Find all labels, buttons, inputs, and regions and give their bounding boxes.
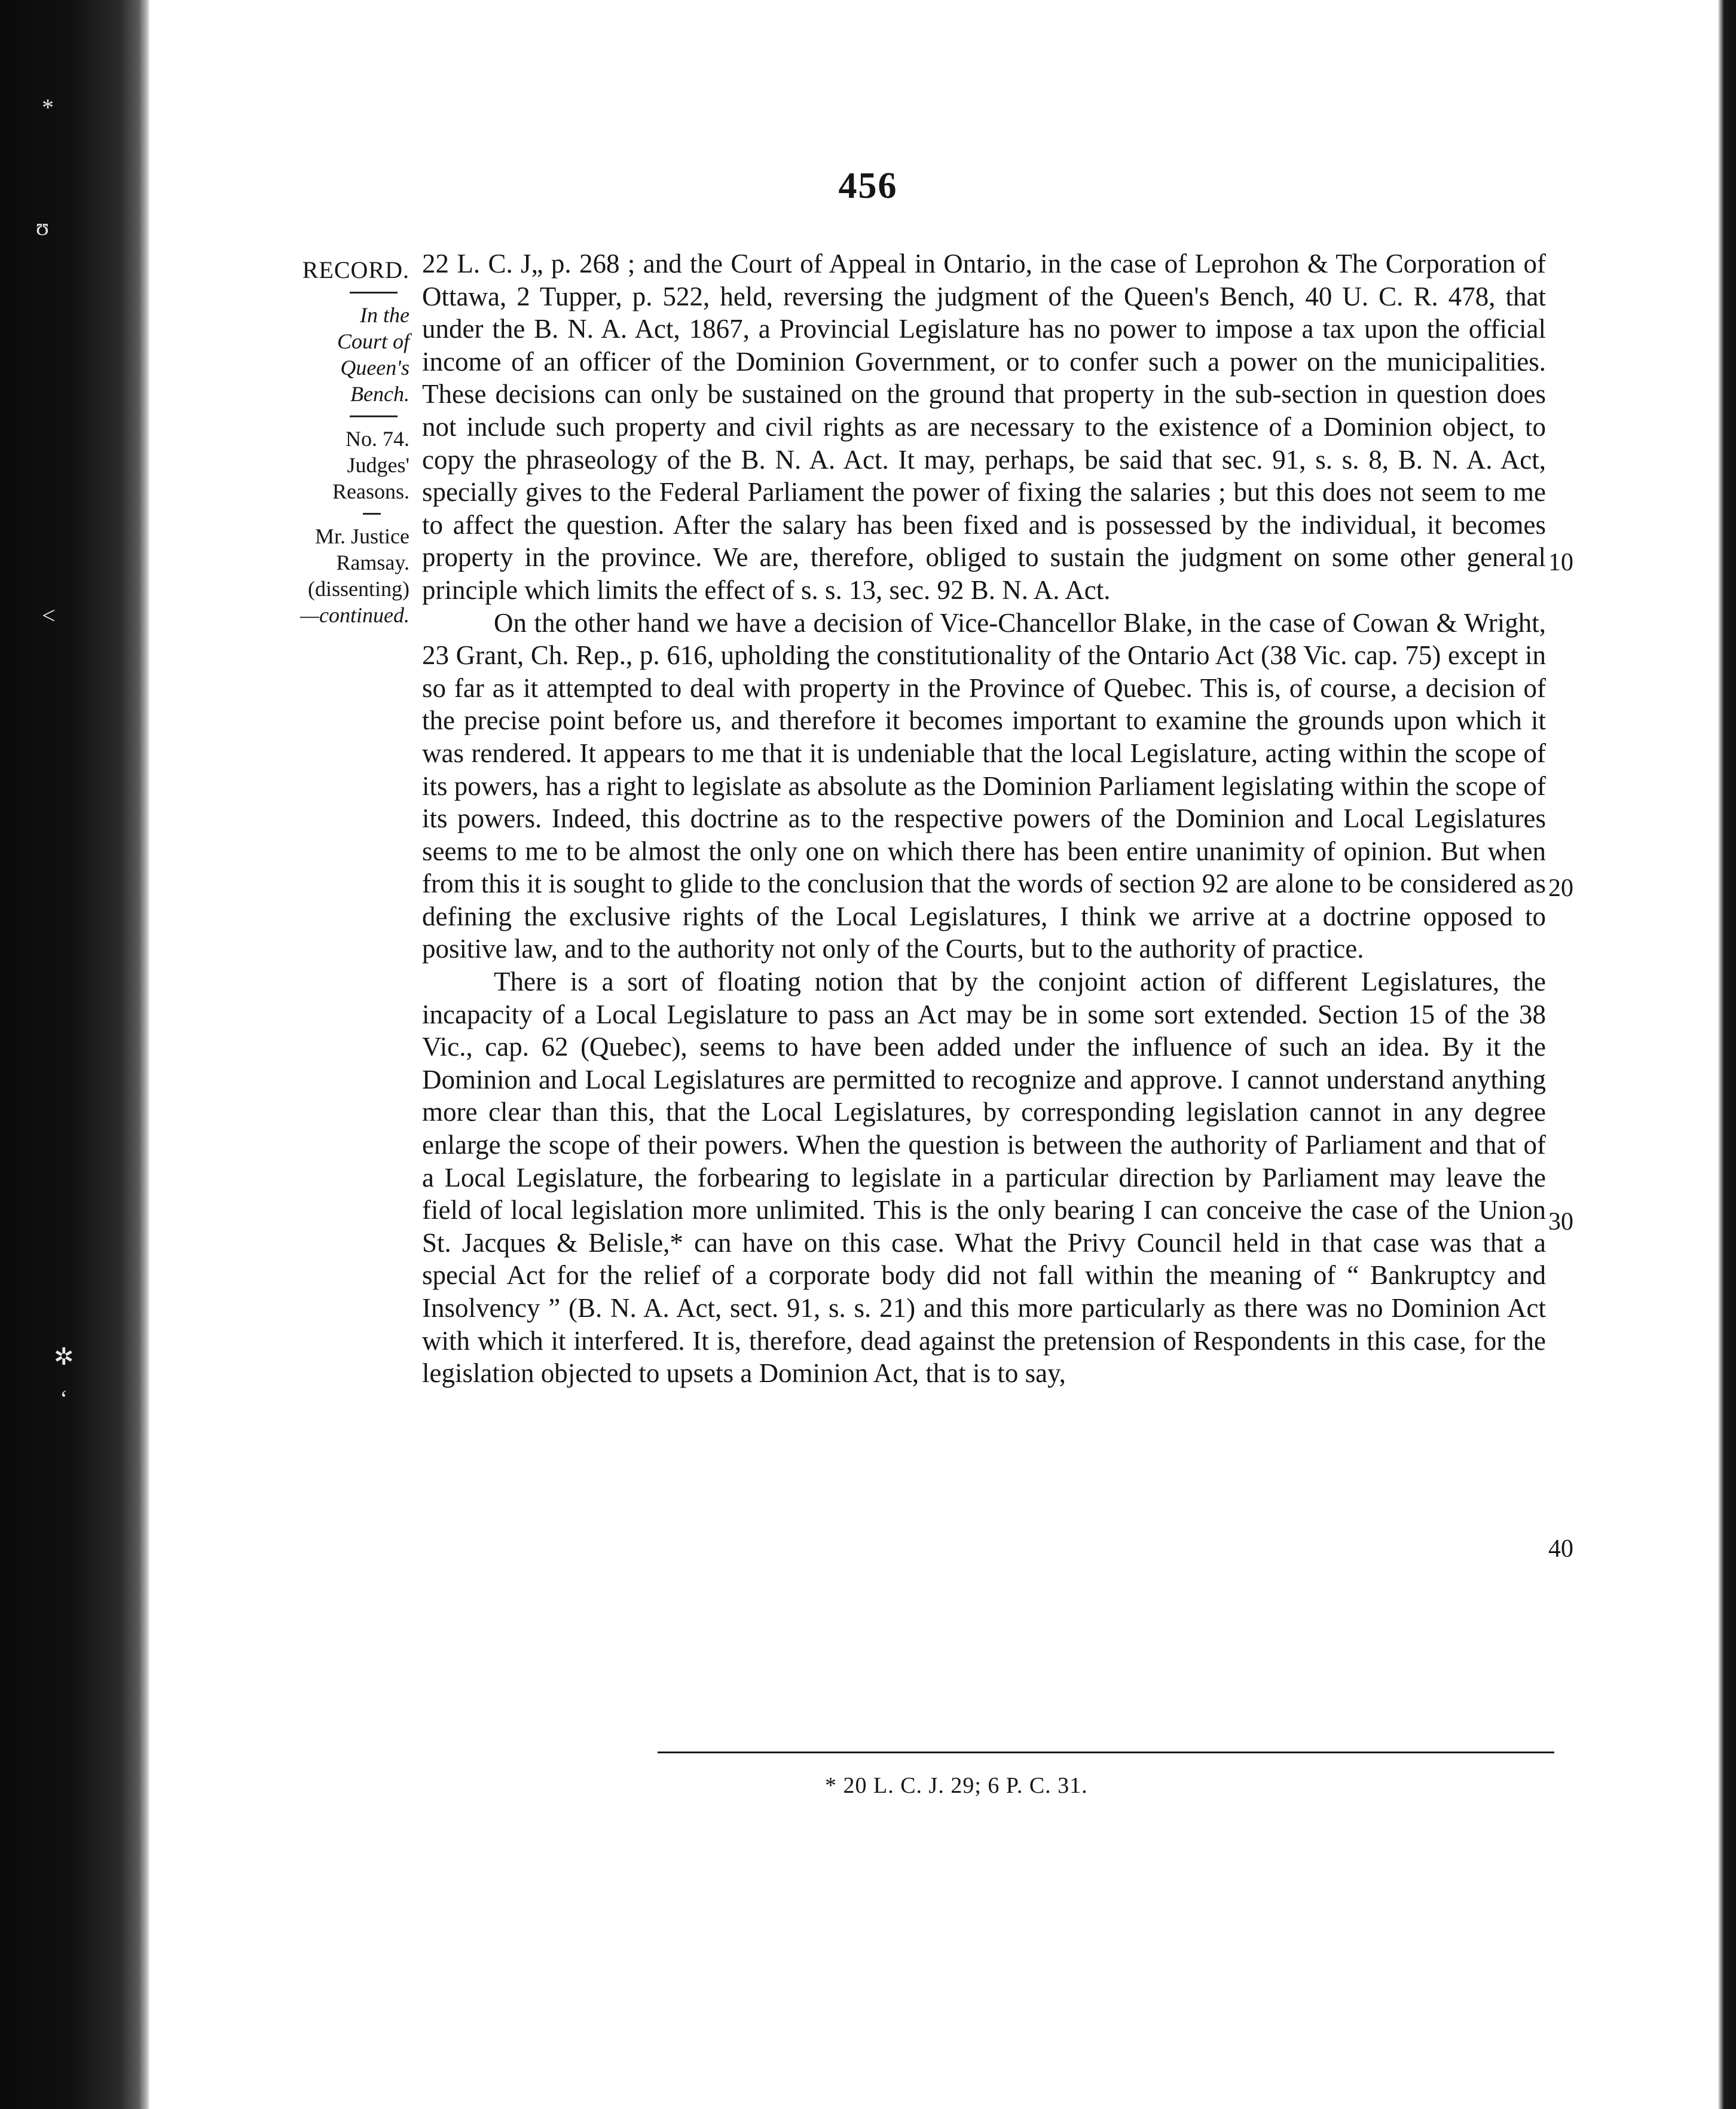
main-text [422,247,1546,1390]
sidenote-court-line: Queen's [340,356,409,380]
sidenote-judge-line: (dissenting) [308,577,409,601]
binding-speck: ʊ [36,213,49,240]
book-binding-edge [0,0,149,2109]
line-number: 30 [1548,1208,1573,1236]
sidenote-rule [363,513,381,515]
page-number: 456 [838,166,898,206]
sidenote-rule [350,292,398,294]
sidenote-court-line: Bench. [350,382,409,406]
binding-speck: < [42,602,56,629]
paragraph: There is a sort of floating notion that by the conjoint action of different Legislatures, the incapacity of a Local Legislature to pass an Act may be in some sort extended. Section 15 of the 38 Vic., cap. 62 (Quebec), seems to have been added under the influence of such an idea. By it the Dominion and Local Legislatures are permitted to recognize and approve. I cannot understand anything more clear than this, that the Local Legislatures, by corresponding legislation cannot in any degree enlarge the scope of their powers. When the question is between the authority of Parliament and that of a Local Legislature, the forbearing to legislate in a particular direction by Parliament may leave the field of local legislation more unlimited. This is the only bearing I can conceive the case of the Union St. Jacques & Belisle,* can have on this case. What the Privy Council held in that case was that a special Act for the relief of a corporate body did not fall within the meaning of “ Bankruptcy and Insolvency ” (B. N. A. Act, sect. 91, s. s. 21) and this more particularly as there was no Dominion Act with which it interfered. It is, therefore, dead against the pretension of Respondents in this case, for the legislation objected to upsets a Dominion Act, that is to say, [422,967,1546,1389]
footnote-rule [658,1752,1554,1753]
sidenote-judge-line: Mr. Justice [315,524,409,548]
binding-speck: ʻ [60,1385,68,1412]
line-number: 10 [1548,549,1573,576]
binding-speck: * [42,94,54,121]
paragraph: On the other hand we have a decision of Vice-Chancellor Blake, in the case of Cowan & Wright, 23 Grant, Ch. Rep., p. 616, upholding the constitutionality of the Ontario Act (38 Vic. cap. 75) except in so far as it attempted to deal with property in the Province of Quebec. This is, of course, a decision of the precise point before us, and therefore it becomes important to examine the grounds upon which it was rendered. It appears to me that it is undeniable that the local Legislature, acting within the scope of its powers, has a right to legislate as absolute as the Dominion Parliament legislating within the scope of its powers. Indeed, this doctrine as to the respective powers of the Dominion and Local Legislatures seems to me to be almost the only one on which there has been entire unanimity of opinion. But when from this it is sought to glide to the conclusion that the words of section 92 are alone to be considered as defining the exclusive rights of the Local Legislatures, I think we arrive at a doctrine opposed to positive law, and to the authority not only of the Courts, but to the authority of practice. [422,607,1546,964]
line-number: 20 [1548,875,1573,902]
sidenote-court-line: Court of [337,329,409,353]
line-number: 40 [1548,1535,1573,1563]
margin-sidenote [263,257,409,628]
paragraph: 22 L. C. J„ p. 268 ; and the Court of Appeal in Ontario, in the case of Leprohon & The Corporation of Ottawa, 2 Tupper, p. 522, held, reversing the judgment of the Queen's Bench, 40 U. C. R. 478, that under the B. N. A. Act, 1867, a Provincial Legislature has no power to impose a tax upon the official income of an officer of the Dominion Government, or to confer such a power on the municipalities. These decisions can only be sustained on the ground that property in the sub-section in question does not include such property and civil rights as are necessary to the existence of a Dominion object, to copy the phraseology of the B. N. A. Act. It may, perhaps, be said that sec. 91, s. s. 8, B. N. A. Act, specially gives to the Federal Parliament the power of fixing the salaries ; but this does not seem to me to affect the question. After the salary has been fixed and is possessed by the individual, it becomes property in the province. We are, therefore, obliged to sustain the judgment on some other general principle which limits the effect of s. s. 13, sec. 92 B. N. A. Act. [422,249,1546,605]
sidenote-court-line: In the [360,303,409,327]
right-page-edge [1718,0,1736,2109]
sidenote-doc-title-line: Reasons. [332,479,409,503]
sidenote-doc-number: No. 74. [346,427,409,451]
sidenote-court [263,302,409,407]
sidenote-doc-title-line: Judges' [347,453,409,477]
sidenote-continued: —continued. [300,603,409,627]
sidenote-rule [350,415,398,417]
footnote: * 20 L. C. J. 29; 6 P. C. 31. [825,1773,1088,1798]
sidenote-record: RECORD. [302,256,409,283]
sidenote-judge-line: Ramsay. [336,551,409,574]
binding-speck: ✲ [54,1343,74,1370]
